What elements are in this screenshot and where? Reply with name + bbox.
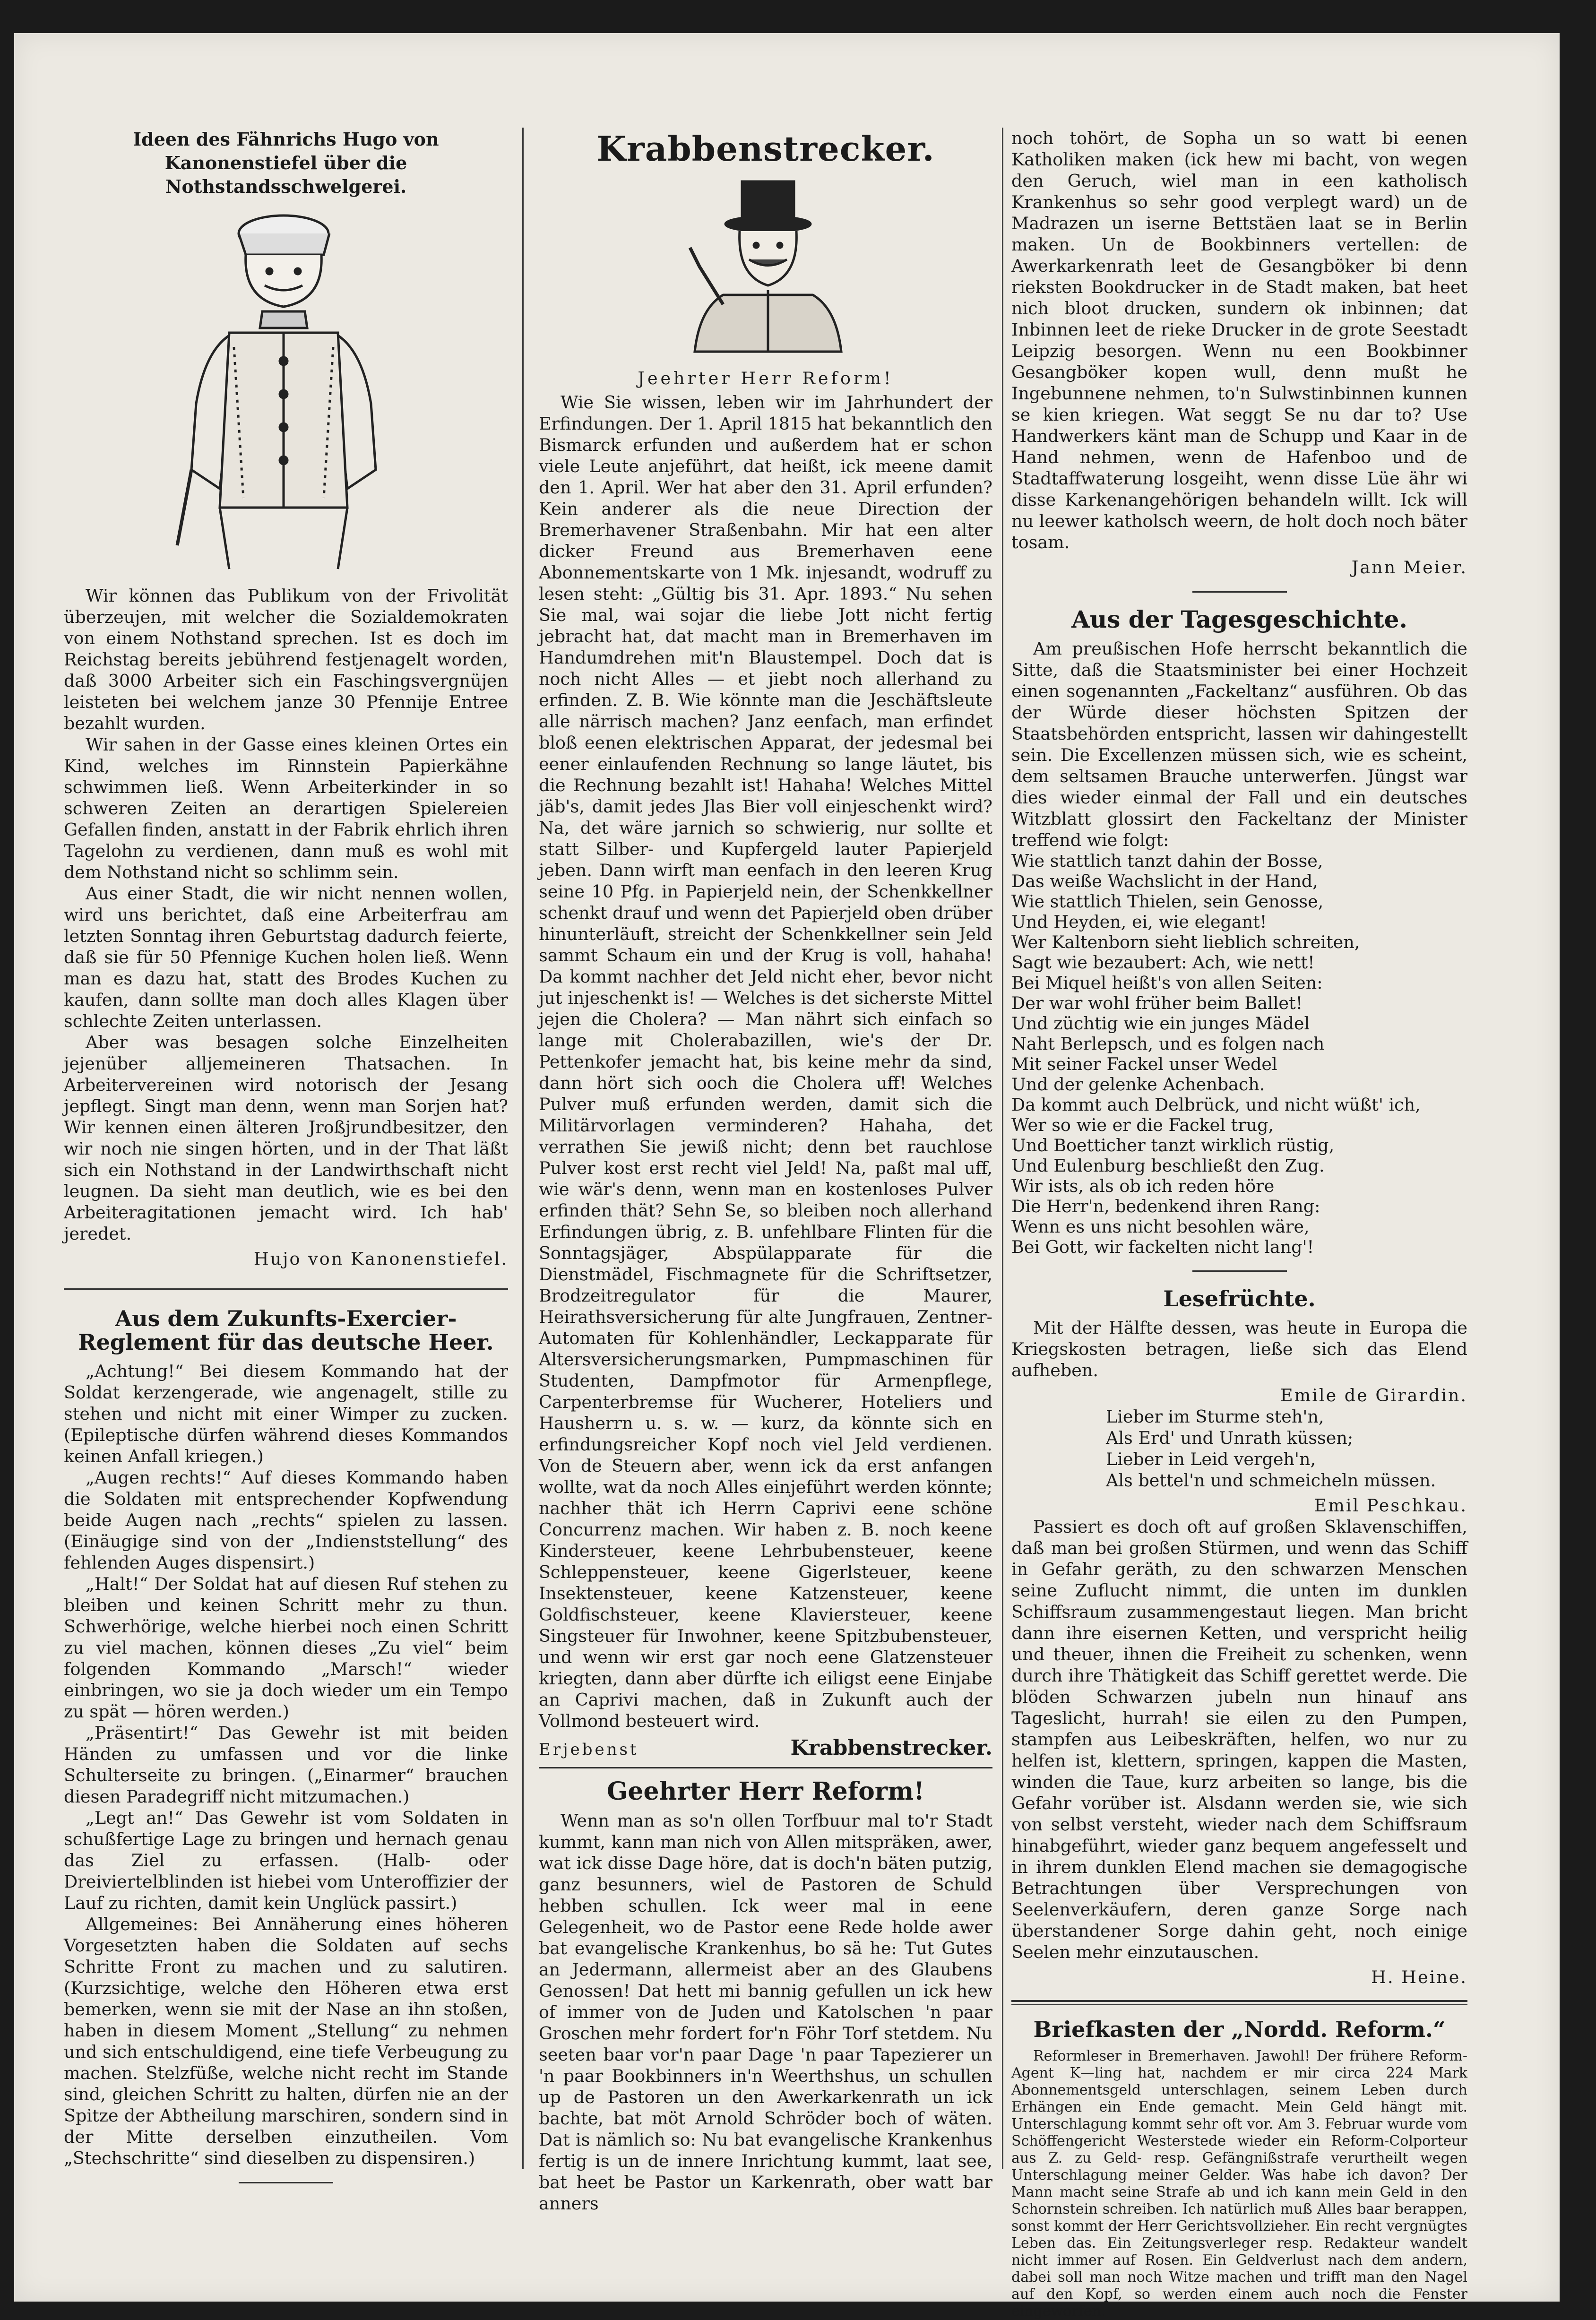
paragraph: „Präsentirt!“ Das Gewehr ist mit beiden Händen zu umfassen und vor die linke Schulterseite zu bringen. („Einarmer“ brauchen diesen Paradegriff nicht mitzumachen.) <box>64 1723 508 1807</box>
paragraph: Mit der Hälfte dessen, was heute in Europa die Kriegskosten betragen, ließe sich das Elend aufheben. <box>1011 1318 1467 1380</box>
column-middle <box>539 128 992 2214</box>
verse-line: Der war wohl früher beim Ballet! <box>1011 993 1303 1013</box>
paragraph: „Augen rechts!“ Auf dieses Kommando haben die Soldaten mit entsprechender Kopfwendung beide Augen nach „rechts“ spielen zu lassen. (Einäugige sind von der „Indienststellung“ des fehlenden Auges dispensirt.) <box>64 1467 508 1573</box>
article-title-reglement: Aus dem Zukunfts-Exercier-Reglement für das deutsche Heer. <box>78 1306 494 1355</box>
paragraph: Allgemeines: Bei Annäherung eines höheren Vorgesetzten haben die Soldaten auf sechs Schritte Front zu machen und zu salutiren. (Kurzsichtige, welche den Höheren etwa erst bemerken, wenn sie mit der Nase an ihn stoßen, haben in diesem Moment „Stellung“ zu nehmen und sich entschuldigend, eine tiefe Verbeugung zu machen. Stelzfüße, welche nicht recht im Stande sind, gleichen Schritt zu halten, dürfen nie an der Spitze der Abtheilung marschiren, sondern sind in der Mitte derselben einzutheilen. Vom „Stechschritte“ sind dieselben zu dispensiren.) <box>64 1914 508 2168</box>
paragraph: Wie Sie wissen, leben wir im Jahrhundert der Erfindungen. Der 1. April 1815 hat bekanntlich den Bismarck erfunden und außerdem hat er schon viele Leute anjeführt, dat heißt, ick meene damit den 1. April. Wer hat aber den 31. April erfunden? Kein anderer als die neue Direction der Bremerhavener Straßenbahn. Mir hat een alter dicker Freund aus Bremerhaven eene Abonnementskarte von 1 Mk. injesandt, wodruff zu lesen steht: „Gültig bis 31. Apr. 1893.“ Nu sehen Sie mal, wai sojar die liebe Jott nicht fertig jebracht hat, dat macht man in Bremerhaven im Handumdrehen mit'n Blaustempel. Doch dat is noch nicht Alles — et jiebt noch allerhand zu erfinden. Z. B. Wie könnte man die Jeschäftsleute alle närrisch machen? Janz eenfach, man erfindet bloß eenen elektrischen Apparat, der jedesmal bei eener einlaufenden Rechnung so lange läutet, bis die Rechnung bezahlt ist! Hahaha! Welches Mittel jäb's, damit jedes Jlas Bier voll einjeschenkt wird? Na, det wäre jarnich so schwierig, nur sollte et statt Silber- und Kupfergeld lauter Papierjeld jeben. Dann wirft man eenfach in den leeren Krug seine 10 Pfg. in Papierjeld nein, der Schenkkellner schenkt drauf und wenn det Papierjeld oben drüber hinunterläuft, streicht der Schenkkellner sein Jeld sammt Schaum ein und der Krug is voll, hahaha! Da kommt nachher det Jeld nicht eher, bevor nicht jut injeschenkt is! — Welches is det sicherste Mittel jejen die Cholera? — Man nährt sich einfach so lange mit Cholerabazillen, wie's der Dr. Pettenkofer jemacht hat, bis keine mehr da sind, dann hört sich ooch die Cholera uff! Welches Pulver muß erfunden werden, damit sich die Militärvorlagen verminderen? Hahaha, det verrathen Sie jewiß nicht; denn bet rauchlose Pulver kost erst recht viel Jeld! Na, paßt mal uff, wie wär's denn, wenn man en kostenloses Pulver erfinden thät? Sehn Se, so bleiben noch allerhand Erfindungen übrig, z. B. unfehlbare Flinten für die Sonntagsjäger, Abspülapparate für die Dienstmädel, Fischmagnete für die Schriftsetzer, Brodzeitregulator für die Maurer, Heirathsversicherung für alte Jungfrauen, Zentner-Automaten für Kohlenhändler, Leckapparate für Altersversicherungsmarken, Pumpmaschinen für Studenten, Dampfmotor für Armenpflege, Carpenterbremse für Wucherer, Hoteliers und Hausherrn u. s. w. — kurz, da könnte sich en erfindungsreicher Kopf noch viel Jeld verdienen. Von de Steuern aber, wenn ick da erst anfangen wollte, wat da noch Alles einjeführt werden könnte; nachher thät ich Herrn Caprivi eene schöne Concurrenz machen. Wir haben z. B. noch keene Kindersteuer, keene Lehrbubensteuer, keene Schleppensteuer, keene Gigerlsteuer, keene Insektensteuer, keene Katzensteuer, keene Goldfischsteuer, keene Klaviersteuer, keene Singsteuer für Inwohner, keene Spitzbubensteuer, und wenn wir erst gar noch eene Glatzensteuer kriegten, dann aber dürfte ich eiligst eene Einjabe an Caprivi machen, daß in Zukunft auch der Vollmond besteuert wird. <box>539 392 992 1731</box>
newspaper-page <box>14 33 1560 2320</box>
signature-jann-meier: Jann Meier. <box>1351 557 1467 578</box>
verse-line: Als Erd' und Unrath küssen; <box>1106 1428 1354 1448</box>
paragraph: noch tohört, de Sopha un so watt bi eenen Katholiken maken (ick hew mi bacht, von wegen den Geruch, wiel man in een katholisch Krankenhus so sehr good verplegt ward) un de Madrazen un iserne Bettstäen laat se in Berlin maken. Un de Bookbinners vertellen: de Awerkarkenrath leet de Gesangböker bi denn rieksten Bookdrucker in de Stadt maken, bat heet nich bloot drucken, sundern ok inbinnen; dat Inbinnen leet de rieke Drucker in de grote Seestadt Leipzig besorgen. Wenn nu een Bookbinner Gesangböker kopen wull, denn mußt he Ingebunnene nehmen, to'n Sulwstinbinnen kunnen se kien kriegen. Wat seggt Se nu dar to? Use Handwerkers känt man de Schupp und Kaar in de Hand nehmen, wenn de Hafenboo und de Stadtaffwaterung losgeiht, wenn disse Lüe ähr wi disse Karkenangehörigen behandeln willt. Ick will nu leewer katholsch weern, de holt doch noch bäter tosam. <box>1011 128 1467 552</box>
article-title-krabbenstrecker: Krabbenstrecker. <box>596 129 935 169</box>
verse-line: Lieber im Sturme steh'n, <box>1106 1406 1324 1427</box>
paragraph: Am preußischen Hofe herrscht bekanntlich die Sitte, daß die Staatsminister bei einer Hochzeit einen sogenannten „Fackeltanz“ ausführen. Ob das der Würde dieser höchsten Spitzen der Staatsbehörden entspricht, lassen wir dahingestellt sein. Die Excellenzen müssen sich, wie es scheint, dem seltsamen Brauche unterwerfen. Jüngst war dies wieder einmal der Fall und ein deutsches Witzblatt glossirt den Fackeltanz der Minister treffend wie folgt: <box>1011 638 1467 850</box>
paragraph: Wenn man as so'n ollen Torfbuur mal to'r Stadt kummt, kann man nich von Allen mitspräken, awer, wat ick disse Dage höre, dat is doch'n bäten putzig, ganz besunners, wiel de Pastoren de Schuld hebben schullen. Ick weer mal in eene Gelegenheit, wo de Pastor eene Rede holde awer bat evangelische Krankenhus, bo sä he: Tut Gutes an Jedermann, allermeist aber an des Glaubens Genossen! Dat hett mi bannig gefullen un ick hew of immer von de Juden und Katolschen 'n paar Groschen mehr fordert for'n Föhr Torf stetdem. Nu seeten baar vor'n paar Dage 'n paar Tapezierer un 'n paar Bookbinners in'n Weerthshus, un schullen up de Pastoren un den Awerkarkenrath un ick bachte, bat möt Arnold Schröder boch of wäten. Dat is nämlich so: Nu bat evangelische Krankenhus fertig is un de innere Inrichtung kummt, laat see, bat heet be Pastor un Karkenrath, ober watt bar anners <box>539 1811 992 2214</box>
verse-line: Wie stattlich tanzt dahin der Bosse, <box>1011 851 1323 871</box>
man-with-top-hat-illustration <box>671 177 860 356</box>
verse-line: Die Herr'n, bedenkend ihren Rang: <box>1011 1196 1320 1216</box>
paragraph: Wir sahen in der Gasse eines kleinen Ortes ein Kind, welches im Rinnstein Papierkähne schwimmen ließ. Wenn Arbeiterkinder in so schweren Zeiten an derartigen Spielereien Gefallen finden, anstatt in der Fabrik ehrlich ihren Tagelohn zu verdienen, dann muß es wohl mit dem Nothstand nicht so schlimm sein. <box>64 734 508 882</box>
salutation: Jeehrter Herr Reform! <box>638 368 894 388</box>
signature-krabbenstrecker: Krabbenstrecker. <box>790 1736 992 1760</box>
verse-line: Lieber in Leid vergeh'n, <box>1106 1449 1316 1469</box>
verse-line: Als bettel'n und schmeicheln müssen. <box>1106 1470 1436 1491</box>
officer-illustration <box>163 205 409 574</box>
signature-hujo: Hujo von Kanonenstiefel. <box>253 1249 508 1269</box>
verse-line: Naht Berlepsch, und es folgen nach <box>1011 1034 1325 1054</box>
verse-line: Und Eulenburg beschließt den Zug. <box>1011 1156 1325 1176</box>
verse-line: Wer so wie er die Fackel trug, <box>1011 1115 1274 1135</box>
paragraph: „Achtung!“ Bei diesem Kommando hat der Soldat kerzengerade, wie angenagelt, stille zu stehen und nicht mit einer Wimper zu zucken. (Epileptische dürfen während dieses Kommandos keinen Anfall kriegen.) <box>64 1361 508 1466</box>
paragraph: Reformleser in Bremerhaven. Jawohl! Der frühere Reform-Agent K—ling hat, nachdem er mir circa 224 Mark Abonnementsgeld unterschlagen, seinem Leben durch Erhängen ein Ende gemacht. Mein Geld hängt mit. Unterschlagung kommt sehr oft vor. Am 3. Februar wurde vom Schöffengericht Westerstede wieder ein Reform-Colporteur aus Z. zu Geld- resp. Gefängnißstrafe verurtheilt wegen Unterschlagung meiner Gelder. Was habe ich davon? Der Mann macht seine Strafe ab und ich kann mein Geld in den Schornstein schreiben. Ich natürlich muß Alles baar berappen, sonst kommt der Herr Gerichtsvollzieher. Ein recht vergnügtes Leben das. Ein Zeitungsverleger resp. Redakteur wandelt nicht immer auf Rosen. Ein Geldverlust nach dem andern, dabei soll man noch Witze machen und trifft man den Nagel auf den Kopf, so werden einem auch noch die Fenster eingeworfen. <box>1011 2048 1467 2320</box>
signature-heine: H. Heine. <box>1371 1967 1467 1987</box>
paragraph: Aus einer Stadt, die wir nicht nennen wollen, wird uns berichtet, daß eine Arbeiterfrau am letzten Sonntag ihren Geburtstag dadurch feierte, daß sie für 50 Pfennige Kuchen holen ließ. Wenn man es dazu hat, statt des Brodes Kuchen zu kaufen, dann sollte man doch alles Klagen über schlechte Zeiten unterlassen. <box>64 883 508 1031</box>
verse-line: Bei Miquel heißt's von allen Seiten: <box>1011 973 1323 993</box>
column-rule-1 <box>522 128 524 2169</box>
section-divider <box>64 1288 508 1290</box>
paragraph: Passiert es doch oft auf großen Sklavenschiffen, daß man bei großen Stürmen, und wenn das Schiff in Gefahr geräth, zu den schwarzen Menschen seine Zuflucht nimmt, die unten im dunklen Schiffsraum zusammengestaut liegen. Man bricht dann ihre eisernen Ketten, und verspricht heilig und theuer, ihnen die Freiheit zu schenken, wenn durch ihre Thätigkeit das Schiff gerettet werde. Die blöden Schwarzen jubeln nun hinauf ans Tageslicht, hurrah! sie eilen zu den Pumpen, stampfen aus Leibeskräften, helfen, wo nur zu helfen ist, klettern, springen, kappen die Masten, winden die Taue, kurz arbeiten so lange, bis die Gefahr vorüber ist. Alsdann werden sie, wie sich von selbst versteht, wieder nach dem Schiffsraum hinabgeführt, wieder ganz bequem angefesselt und in ihrem dunklen Elend machen sie demagogische Betrachtungen über Versprechungen von Seelenverkäufern, deren ganze Sorge nach überstandener Sorge dahin geht, noch einige Seelen mehr einzutauschen. <box>1011 1517 1467 1962</box>
paragraph: Wir können das Publikum von der Frivolität überzeujen, mit welcher die Sozialdemokraten von einem Nothstand sprechen. Ist es doch im Reichstag bereits jebührend festjenagelt worden, daß 3000 Arbeiter sich ein Faschingsvergnüjen leisteten bei welchem janze 30 Pfennije Entree bezahlt wurden. <box>64 586 508 733</box>
signature-greeting: Erjebenst <box>539 1740 639 1759</box>
article-title-kanonenstiefel: Ideen des Fähnrichs Hugo von Kanonenstiefel über die Nothstandsschwelgerei. <box>133 129 439 197</box>
article-title-lesefruechte: Lesefrüchte. <box>1163 1286 1316 1311</box>
verse-line: Da kommt auch Delbrück, und nicht wüßt' ich, <box>1011 1095 1421 1115</box>
article-title-tagesgeschichte: Aus der Tagesgeschichte. <box>1071 605 1407 633</box>
column-left <box>64 128 508 2199</box>
verse-line: Wie stattlich Thielen, sein Genosse, <box>1011 891 1324 912</box>
verse-block <box>1011 851 1467 1257</box>
signature-line <box>539 1737 992 1760</box>
end-rule <box>239 2182 333 2183</box>
article-title-geehrter: Geehrter Herr Reform! <box>606 1777 925 1806</box>
verse-line: Bei Gott, wir fackelten nicht lang'! <box>1011 1237 1314 1257</box>
paragraph: Aber was besagen solche Einzelheiten jejenüber alljemeineren Thatsachen. In Arbeitervereinen wird notorisch der Jesang jepflegt. Singt man denn, wenn man Sorjen hat? Wir kennen einen älteren Jroßjrundbesitzer, den wir noch nie singen hörten, und in der That läßt sich ein Nothstand in der Landwirthschaft nicht leugnen. Da sieht man deutlich, wie es bei den Arbeiteragitationen jemacht wird. Ich hab' jeredet. <box>64 1032 508 1244</box>
signature-peschkau: Emil Peschkau. <box>1314 1495 1467 1516</box>
verse-line: Das weiße Wachslicht in der Hand, <box>1011 871 1318 891</box>
paragraph: „Halt!“ Der Soldat hat auf diesen Ruf stehen zu bleiben und keinen Schritt mehr zu thun. Schwerhörige, welche hierbei noch einen Schritt zu viel machen, können dieses „Zu viel“ beim folgenden Kommando „Marsch!“ wieder einbringen, wo sie ja doch wieder um ein Tempo zu spät — hören werden.) <box>64 1574 508 1722</box>
verse-line: Und Heyden, ei, wie elegant! <box>1011 912 1267 932</box>
section-divider <box>1011 2000 1467 2005</box>
verse-line: Wenn es uns nicht besohlen wäre, <box>1011 1216 1310 1237</box>
verse-line: Und züchtig wie ein junges Mädel <box>1011 1013 1310 1034</box>
column-rule-2 <box>1002 128 1003 2169</box>
verse-line: Wir ists, als ob ich reden höre <box>1011 1176 1275 1196</box>
signature-girardin: Emile de Girardin. <box>1280 1385 1467 1406</box>
section-divider <box>539 1767 992 1768</box>
paragraph: „Legt an!“ Das Gewehr ist vom Soldaten in schußfertige Lage zu bringen und hernach genau das Ziel zu erfassen. (Halb- oder Dreiviertelblinden ist hiebei vom Unteroffizier der Lauf zu richten, damit kein Unglück passirt.) <box>64 1808 508 1913</box>
verse-line: Und der gelenke Achenbach. <box>1011 1074 1265 1095</box>
article-title-briefkasten: Briefkasten der „Nordd. Reform.“ <box>1033 2017 1446 2042</box>
verse-line: Wer Kaltenborn sieht lieblich schreiten, <box>1011 932 1360 952</box>
section-divider <box>1192 591 1287 593</box>
column-right <box>1011 128 1467 2320</box>
verse-line: Mit seiner Fackel unser Wedel <box>1011 1054 1277 1074</box>
section-divider <box>1192 1270 1287 1272</box>
verse-line: Und Boetticher tanzt wirklich rüstig, <box>1011 1135 1335 1156</box>
verse-line: Sagt wie bezaubert: Ach, wie nett! <box>1011 952 1315 973</box>
